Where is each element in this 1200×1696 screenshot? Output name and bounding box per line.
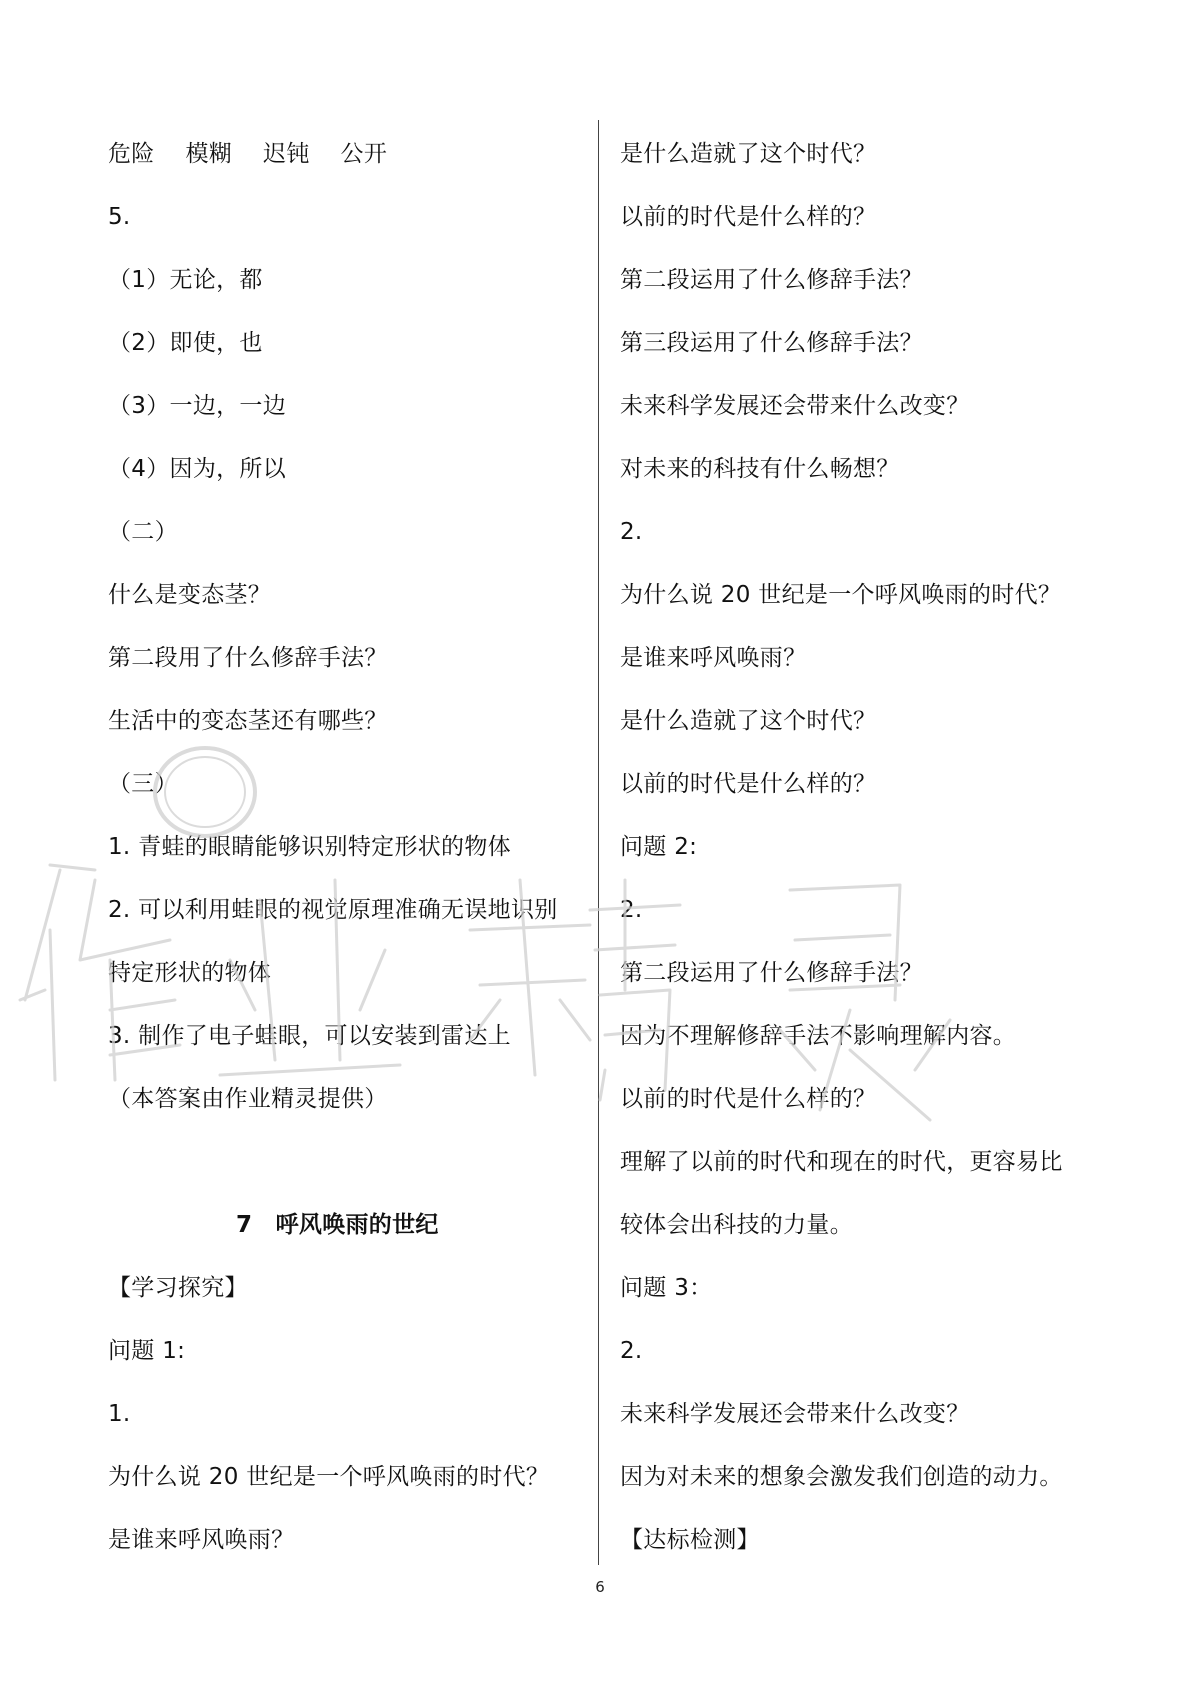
section-label: （二）: [108, 519, 178, 545]
question-line: 是谁来呼风唤雨？: [108, 1527, 295, 1553]
blank-line: [108, 1131, 598, 1194]
answer-line: 因为对未来的想象会激发我们创造的动力。: [620, 1464, 1063, 1490]
answer-line: 理解了以前的时代和现在的时代，更容易比: [620, 1149, 1063, 1175]
question-line: 第三段运用了什么修辞手法？: [620, 330, 923, 356]
left-column: [108, 123, 598, 1572]
question-number: 2.: [620, 897, 643, 923]
question-line: 对未来的科技有什么畅想？: [620, 456, 900, 482]
column-divider: [598, 120, 599, 1565]
answer-line: 因为不理解修辞手法不影响理解内容。: [620, 1023, 1017, 1049]
question-number: 2.: [620, 519, 643, 545]
question-number: 5.: [108, 204, 131, 230]
answer-line: （4）因为，所以: [108, 456, 287, 482]
question-line: 为什么说 20 世纪是一个呼风唤雨的时代？: [108, 1464, 550, 1490]
question-line: 生活中的变态茎还有哪些？: [108, 708, 388, 734]
question-line: 第二段用了什么修辞手法？: [108, 645, 388, 671]
section-label: （三）: [108, 771, 178, 797]
question-line: 未来科学发展还会带来什么改变？: [620, 393, 970, 419]
question-line: 第二段运用了什么修辞手法？: [620, 267, 923, 293]
right-column: [620, 123, 1120, 1572]
answer-line: 3. 制作了电子蛙眼，可以安装到雷达上: [108, 1023, 511, 1049]
question-number: 2.: [620, 1338, 643, 1364]
question-label: 问题 1:: [108, 1338, 186, 1364]
question-line: 是什么造就了这个时代？: [620, 708, 877, 734]
answer-line: 特定形状的物体: [108, 960, 272, 986]
page-number: 6: [595, 1578, 605, 1596]
section-heading: 【学习探究】: [108, 1275, 248, 1301]
answer-line: （2）即使，也: [108, 330, 263, 356]
source-note: （本答案由作业精灵提供）: [108, 1086, 388, 1112]
question-number: 1.: [108, 1401, 131, 1427]
answer-line: 危险 模糊 迟钝 公开: [108, 141, 388, 167]
answer-line: 2. 可以利用蛙眼的视觉原理准确无误地识别: [108, 897, 558, 923]
answer-line: 较体会出科技的力量。: [620, 1212, 853, 1238]
question-line: 第二段运用了什么修辞手法？: [620, 960, 923, 986]
question-line: 以前的时代是什么样的？: [620, 204, 877, 230]
question-line: 以前的时代是什么样的？: [620, 771, 877, 797]
answer-line: （1）无论，都: [108, 267, 263, 293]
lesson-title: 7 呼风唤雨的世纪: [236, 1212, 439, 1238]
question-label: 问题 3：: [620, 1275, 713, 1301]
question-line: 为什么说 20 世纪是一个呼风唤雨的时代？: [620, 582, 1062, 608]
question-line: 是谁来呼风唤雨？: [620, 645, 807, 671]
answer-line: 1. 青蛙的眼睛能够识别特定形状的物体: [108, 834, 511, 860]
answer-line: （3）一边，一边: [108, 393, 287, 419]
question-line: 是什么造就了这个时代？: [620, 141, 877, 167]
section-heading: 【达标检测】: [620, 1527, 760, 1553]
question-line: 以前的时代是什么样的？: [620, 1086, 877, 1112]
question-line: 什么是变态茎？: [108, 582, 272, 608]
question-label: 问题 2:: [620, 834, 698, 860]
question-line: 未来科学发展还会带来什么改变？: [620, 1401, 970, 1427]
